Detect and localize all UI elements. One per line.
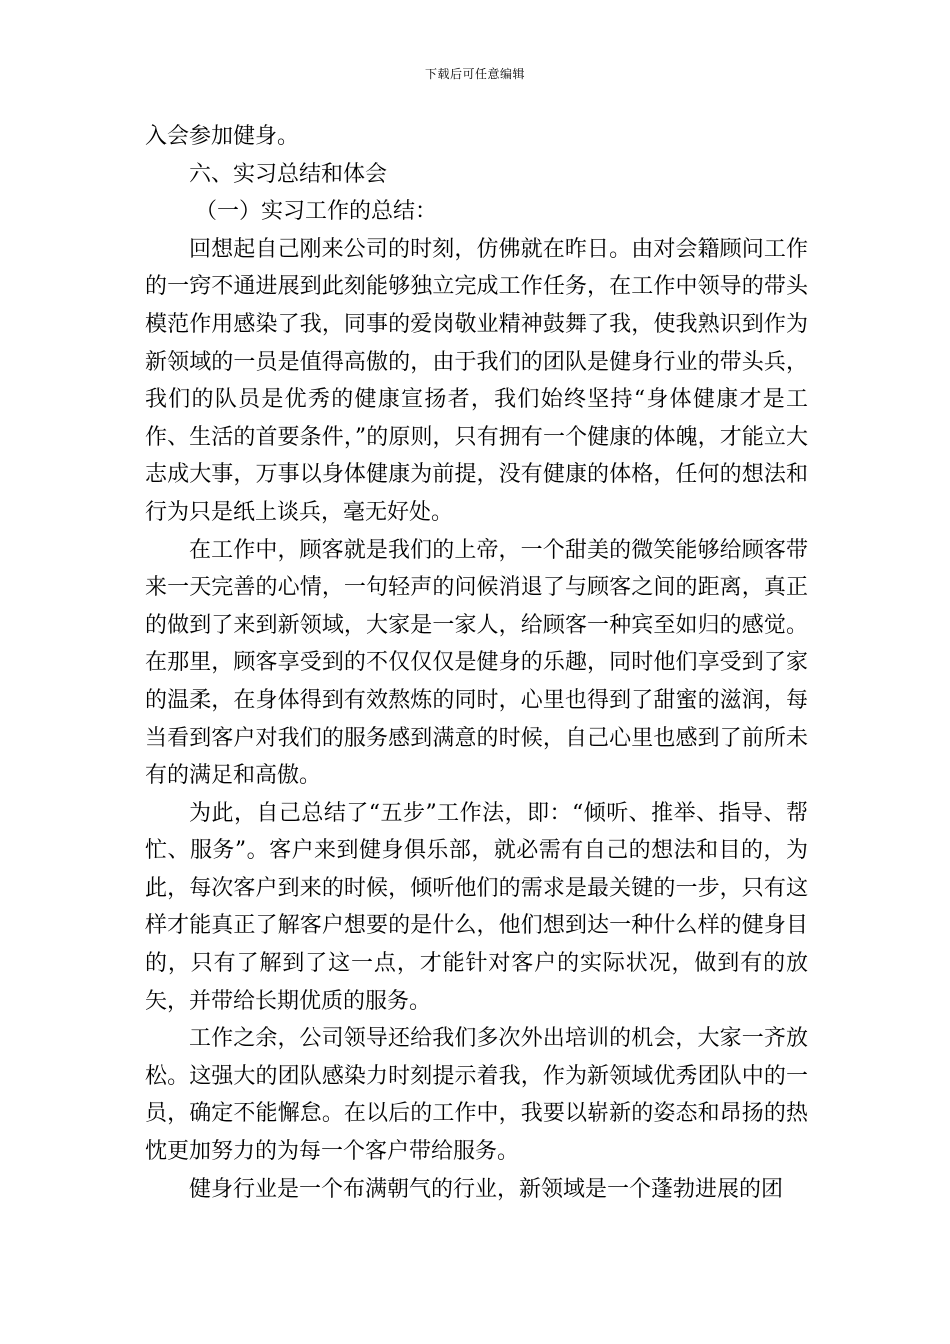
- paragraph: 工作之余，公司领导还给我们多次外出培训的机会，大家一齐放松。这强大的团队感染力时刻提示着我，作为新领域优秀团队中的一员，确定不能懈怠。在以后的工作中，我要以崭新的姿态和昂扬的热忱更加努力的为每一个客户带给服务。: [145, 1026, 808, 1165]
- section-heading: 六、实习总结和体会: [189, 161, 388, 187]
- paragraph: 在工作中，顾客就是我们的上帝，一个甜美的微笑能够给顾客带来一天完善的心情，一句轻声的问候消退了与顾客之间的距离，真正的做到了来到新领域，大家是一家人，给顾客一种宾至如归的感觉。在那里，顾客享受到的不仅仅仅是健身的乐趣，同时他们享受到了家的温柔，在身体得到有效熬炼的同时，心里也得到了甜蜜的滋润，每当看到客户对我们的服务感到满意的时候，自己心里也感到了前所未有的满足和高傲。: [145, 537, 808, 789]
- paragraph: 回想起自己刚来公司的时刻，仿佛就在昨日。由对会籍顾问工作的一窍不通进展到此刻能够独立完成工作任务，在工作中领导的带头模范作用感染了我，同事的爱岗敬业精神鼓舞了我，使我熟识到作为新领域的一员是值得高傲的，由于我们的团队是健身行业的带头兵，我们的队员是优秀的健康宣扬者，我们始终坚持“身体健康才是工作、生活的首要条件，”的原则，只有拥有一个健康的体魄，才能立大志成大事，万事以身体健康为前提，没有健康的体格，任何的想法和行为只是纸上谈兵，毫无好处。: [145, 236, 808, 525]
- paragraph: 健身行业是一个布满朝气的行业，新领域是一个蓬勃进展的团: [189, 1176, 784, 1202]
- page-header-note: 下载后可任意编辑: [424, 67, 525, 81]
- paragraph: 为此，自己总结了“五步”工作法，即：“倾听、推举、指导、帮忙、服务”。客户来到健身俱乐部，就必需有自己的想法和目的，为此，每次客户到来的时候，倾听他们的需求是最关键的一步，只有这样才能真正了解客户想要的是什么，他们想到达一种什么样的健身目的，只有了解到了这一点，才能针对客户的实际状况，做到有的放矢，并带给长期优质的服务。: [145, 800, 808, 1014]
- subsection-heading: （一）实习工作的总结：: [195, 199, 438, 225]
- intro-tail-line: 入会参加健身。: [145, 124, 300, 149]
- document-body: [145, 118, 808, 1208]
